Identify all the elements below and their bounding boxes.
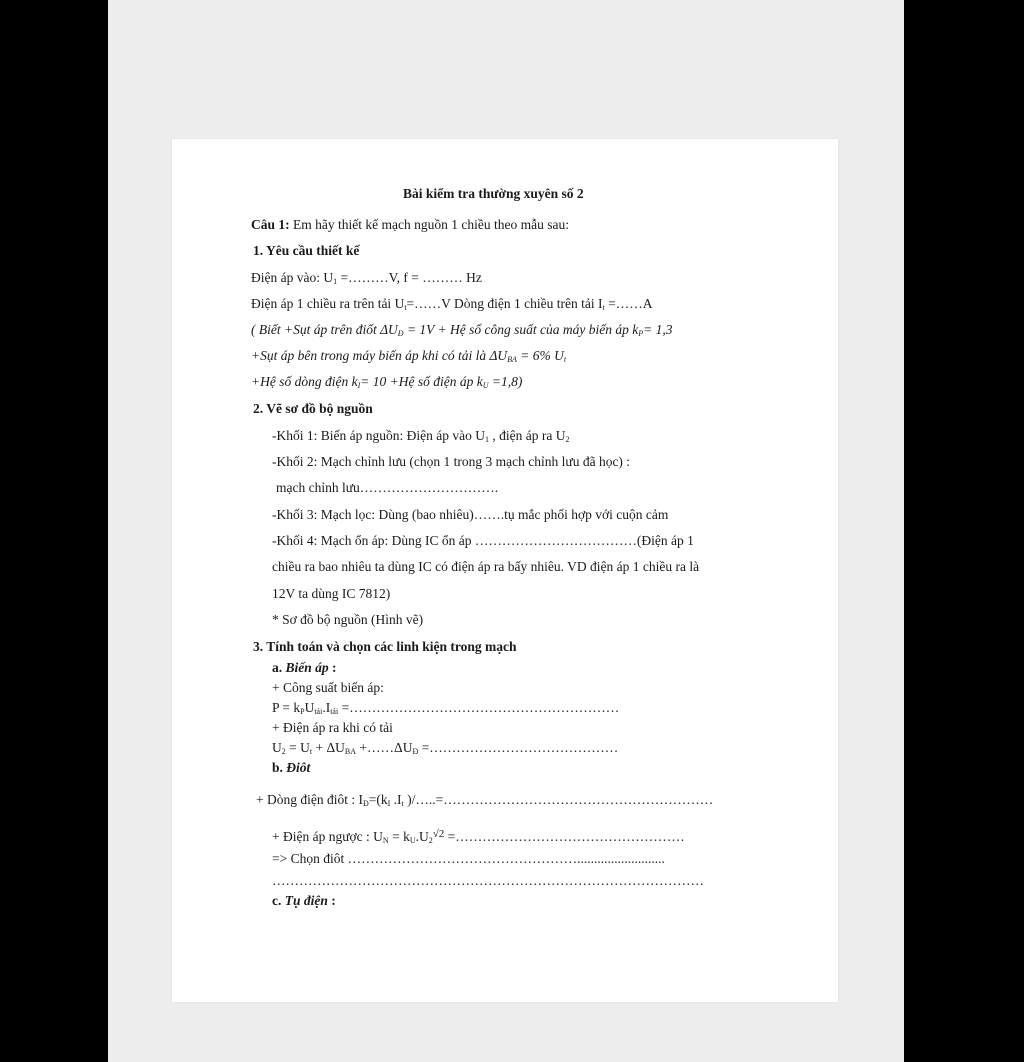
input-voltage-line: Điện áp vào: $U_1$ =………V, f = ……… Hz [251, 270, 482, 286]
sub-b-heading: b. Điôt [272, 760, 311, 775]
question-1-text: Em hãy thiết kế mạch nguồn 1 chiều theo mẫu sau: [289, 217, 569, 232]
block-2-continued: mạch chỉnh lưu…………………………. [276, 480, 499, 495]
section-3-heading: 3. Tính toán và chọn các linh kiện trong mạch [253, 639, 517, 654]
output-line: Điện áp 1 chiều ra trên tải $U_t=\dots\dots V$ Dòng điện 1 chiều trên tải $I_t$ =……A [251, 296, 653, 312]
reverse-voltage-formula: + Điện áp ngược : $U_N = k_U.U_2^{√2}$ =…………………………………………… [272, 828, 685, 845]
choose-diode-line: => Chọn điôt …………………………………………….......................... [272, 851, 665, 866]
diode-current-formula: + Dòng điện điôt : $I_Đ=(k_I$ $.I_t$ )/…..=…………………………………………………… [256, 792, 714, 808]
sub-c-heading: c. Tụ điện : [272, 893, 336, 908]
power-label: + Công suất biến áp: [272, 680, 384, 695]
given-line-3: +Hệ số dòng điện $k_I= 10$ +Hệ số điện áp $k_U =1,8$) [251, 374, 523, 390]
block-1: -Khối 1: Biến áp nguồn: Điện áp vào $U_1$ , điện áp ra $U_2$ [272, 428, 570, 444]
sub-a-heading: a. Biến áp : [272, 660, 337, 675]
block-4-continued-2: 12V ta dùng IC 7812) [272, 586, 391, 601]
given-line-2: +Sụt áp bên trong máy biến áp khi có tải là $\Delta U_{BA} = 6\%$ $U_t$ [251, 348, 567, 364]
dotted-line: …………………………………………………………………………………… [272, 873, 704, 888]
block-3: -Khối 3: Mạch lọc: Dùng (bao nhiêu)…….tụ mắc phối hợp với cuộn cảm [272, 507, 669, 522]
output-voltage-formula: $U_2 = U_t + \Delta U_{BA}$ $+\dots\dots\Delta U_Đ$ =…………………………………… [272, 740, 619, 756]
section-1-heading: 1. Yêu cầu thiết kế [253, 243, 360, 258]
output-voltage-label: + Điện áp ra khi có tải [272, 720, 393, 735]
section-2-heading: 2. Vẽ sơ đồ bộ nguồn [253, 401, 373, 416]
question-1 [251, 216, 569, 234]
page-title: Bài kiểm tra thường xuyên số 2 [403, 186, 584, 201]
block-2: -Khối 2: Mạch chỉnh lưu (chọn 1 trong 3 mạch chỉnh lưu đã học) : [272, 454, 631, 469]
diagram-note: * Sơ đồ bộ nguồn (Hình vẽ) [272, 612, 424, 627]
power-formula: $P = k_PU_{tải}.I_{tải}$ =…………………………………………………… [272, 700, 620, 716]
block-4-continued-1: chiều ra bao nhiêu ta dùng IC có điện áp ra bấy nhiêu. VD điện áp 1 chiều ra là [272, 559, 700, 574]
block-4: -Khối 4: Mạch ổn áp: Dùng IC ổn áp ………………………………(Điện áp 1 [272, 533, 694, 548]
question-1-label: Câu 1: [251, 217, 290, 232]
document-page [172, 139, 838, 1002]
given-line-1: ( Biết +Sụt áp trên điốt $\Delta U_Đ = 1V$ + Hệ số công suất của máy biến áp $k_P= 1,3$ [251, 322, 673, 338]
